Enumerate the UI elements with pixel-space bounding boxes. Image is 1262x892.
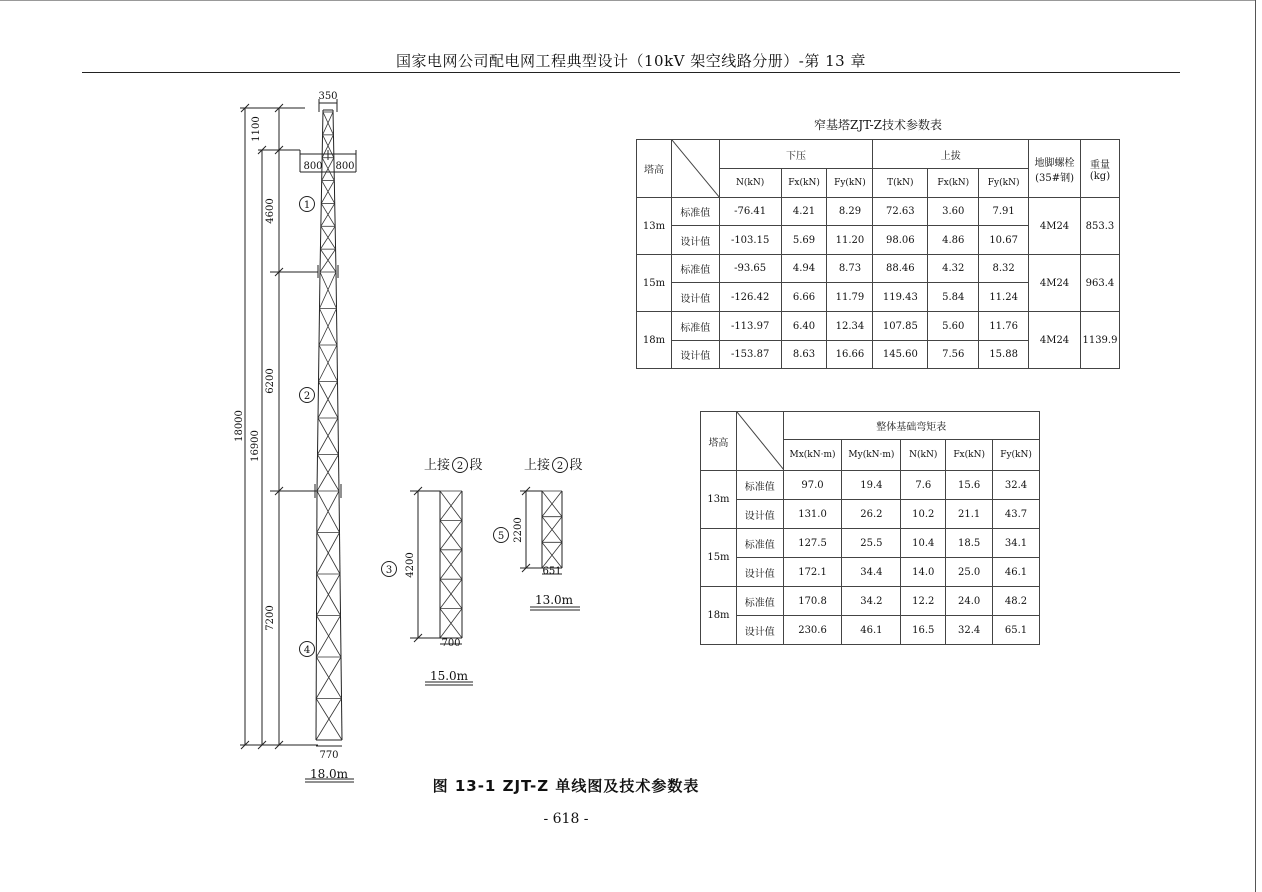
t1-cell: 5.60	[928, 312, 979, 341]
top-width-label: 350	[318, 91, 338, 102]
t2-cell: 16.5	[901, 616, 946, 645]
section2-brace-diagonal	[320, 272, 337, 309]
t2-cell: 10.2	[901, 500, 946, 529]
section2-brace-diagonal	[319, 345, 338, 382]
t2-cell: 18.5	[946, 529, 993, 558]
t2-cell: 32.4	[946, 616, 993, 645]
piece5-height: 2200	[513, 517, 524, 543]
section2-brace-diagonal	[318, 418, 339, 455]
t2-corner-cell	[736, 412, 783, 471]
t2-sub-header: Fx(kN)	[946, 440, 993, 471]
t1-header-weight	[1080, 140, 1119, 198]
t2-cell: 127.5	[783, 529, 842, 558]
seg-height-7200: 7200	[265, 605, 276, 631]
t1-cell: 8.32	[979, 255, 1029, 283]
seg-height-6200: 6200	[265, 368, 276, 394]
t2-row-label: 标准值	[736, 471, 783, 500]
t1-sub-header: Fx(kN)	[781, 169, 827, 198]
t2-cell: 172.1	[783, 558, 842, 587]
t1-cell: -126.42	[719, 283, 781, 312]
tower-lattice	[316, 112, 562, 740]
t1-sub-header: Fy(kN)	[979, 169, 1029, 198]
base-width-label: 770	[319, 750, 339, 761]
t2-cell: 24.0	[946, 587, 993, 616]
t1-bolt-cell: 4M24	[1029, 198, 1081, 255]
t1-sub-header: Fx(kN)	[928, 169, 979, 198]
t2-cell: 43.7	[993, 500, 1040, 529]
t1-cell: 7.91	[979, 198, 1029, 226]
t2-row-label: 设计值	[736, 616, 783, 645]
t1-cell: 3.60	[928, 198, 979, 226]
t1-row-label: 标准值	[671, 255, 719, 283]
t1-height-cell: 13m	[637, 198, 672, 255]
t1-header-tower: 塔高	[637, 140, 672, 198]
piece5-height-label: 13.0m	[534, 593, 574, 607]
piece3-title-prefix: 上接	[423, 458, 451, 473]
t1-cell: 5.69	[781, 226, 827, 255]
t2-cell: 34.1	[993, 529, 1040, 558]
table-row	[701, 529, 1040, 558]
piece3-height-label: 15.0m	[429, 669, 469, 683]
t1-bolt-line2: (35#钢)	[1035, 172, 1074, 184]
table1-caption: 窄基塔ZJT-Z技术参数表	[814, 118, 942, 132]
t2-cell: 25.5	[842, 529, 901, 558]
table-row	[701, 500, 1040, 529]
table-row	[701, 616, 1040, 645]
t1-header-up: 上拔	[873, 140, 1029, 169]
t1-cell: 16.66	[827, 341, 873, 369]
t1-cell: -93.65	[719, 255, 781, 283]
t2-cell: 10.4	[901, 529, 946, 558]
t1-cell: 6.66	[781, 283, 827, 312]
table-row	[637, 312, 1120, 341]
tower-height-label: 18.0m	[309, 767, 349, 781]
t1-weight-line1: 重量	[1089, 159, 1110, 171]
height-16900: 16900	[250, 430, 261, 462]
t2-cell: 25.0	[946, 558, 993, 587]
t2-cell: 97.0	[783, 471, 842, 500]
t2-sub-header: N(kN)	[901, 440, 946, 471]
t1-cell: 72.63	[873, 198, 928, 226]
page-header-title: 国家电网公司配电网工程典型设计（10kV 架空线路分册）-第 13 章	[396, 52, 866, 70]
t1-corner-diagonal	[672, 140, 720, 198]
t1-cell: -76.41	[719, 198, 781, 226]
t1-sub-header: T(kN)	[873, 169, 928, 198]
piece3-height: 4200	[405, 552, 416, 578]
section2-brace-diagonal	[317, 455, 339, 492]
t1-bolt-cell: 4M24	[1029, 312, 1081, 369]
t2-cell: 34.2	[842, 587, 901, 616]
piece3-section-label: 3	[385, 565, 393, 576]
t1-cell: 15.88	[979, 341, 1029, 369]
t1-cell: 88.46	[873, 255, 928, 283]
t2-cell: 46.1	[842, 616, 901, 645]
t1-cell: 4.32	[928, 255, 979, 283]
t1-cell: 10.67	[979, 226, 1029, 255]
piece5-base-width: 651	[542, 566, 562, 577]
section-label-1: 1	[303, 200, 311, 211]
table-row	[637, 255, 1120, 283]
t2-header-title: 整体基础弯矩表	[783, 412, 1039, 440]
table-row	[701, 471, 1040, 500]
piece3-base-width: 700	[441, 638, 461, 649]
piece5-title-prefix: 上接	[523, 458, 551, 473]
t2-corner-diagonal	[737, 412, 784, 470]
t1-weight-cell: 853.3	[1080, 198, 1119, 255]
t1-cell: 98.06	[873, 226, 928, 255]
t1-cell: 4.86	[928, 226, 979, 255]
t2-row-label: 标准值	[736, 529, 783, 558]
t1-cell: 12.34	[827, 312, 873, 341]
t1-weight-cell: 1139.9	[1080, 312, 1119, 369]
t2-sub-header: Fy(kN)	[993, 440, 1040, 471]
t2-cell: 131.0	[783, 500, 842, 529]
arm-right-label: 800	[335, 161, 355, 172]
t1-cell: 8.63	[781, 341, 827, 369]
t1-cell: 11.24	[979, 283, 1029, 312]
t1-sub-header: Fy(kN)	[827, 169, 873, 198]
t1-cell: 145.60	[873, 341, 928, 369]
section2-brace-diagonal	[318, 455, 340, 492]
t1-row-label: 设计值	[671, 226, 719, 255]
section-label-2: 2	[303, 391, 311, 402]
t1-cell: -153.87	[719, 341, 781, 369]
section2-brace-diagonal	[320, 309, 338, 346]
piece3-title-circle: 2	[456, 461, 464, 472]
t2-sub-header: Mx(kN·m)	[783, 440, 842, 471]
height-18000: 18000	[234, 410, 245, 442]
t1-cell: 4.94	[781, 255, 827, 283]
t2-cell: 26.2	[842, 500, 901, 529]
section2-brace-diagonal	[319, 345, 338, 382]
section2-brace-diagonal	[318, 382, 338, 419]
t2-height-cell: 15m	[701, 529, 737, 587]
t1-cell: 119.43	[873, 283, 928, 312]
t2-height-cell: 18m	[701, 587, 737, 645]
t2-row-label: 标准值	[736, 587, 783, 616]
t2-cell: 170.8	[783, 587, 842, 616]
piece5-section-label: 5	[497, 531, 505, 542]
t2-cell: 7.6	[901, 471, 946, 500]
t1-cell: 11.79	[827, 283, 873, 312]
table-row	[701, 558, 1040, 587]
t2-cell: 12.2	[901, 587, 946, 616]
t2-row-label: 设计值	[736, 558, 783, 587]
t1-header-down: 下压	[719, 140, 873, 169]
t1-weight-line2: (kg)	[1089, 170, 1111, 182]
t2-cell: 15.6	[946, 471, 993, 500]
section2-brace-diagonal	[319, 382, 339, 419]
section-label-4: 4	[303, 645, 311, 656]
t1-cell: -103.15	[719, 226, 781, 255]
seg-height-1100: 1100	[251, 116, 262, 142]
t1-corner-cell	[671, 140, 719, 198]
foundation-moment-table	[700, 411, 1040, 645]
t2-cell: 48.2	[993, 587, 1040, 616]
t1-cell: 6.40	[781, 312, 827, 341]
t1-row-label: 设计值	[671, 283, 719, 312]
figure-caption: 图 13-1 ZJT-Z 单线图及技术参数表	[432, 777, 700, 795]
piece5-title-suffix: 段	[569, 458, 583, 473]
t2-cell: 65.1	[993, 616, 1040, 645]
t2-cell: 46.1	[993, 558, 1040, 587]
t1-height-cell: 15m	[637, 255, 672, 312]
seg-height-4600: 4600	[265, 198, 276, 224]
t1-height-cell: 18m	[637, 312, 672, 369]
t1-cell: 11.76	[979, 312, 1029, 341]
section2-brace-diagonal	[319, 309, 337, 346]
t2-cell: 21.1	[946, 500, 993, 529]
t1-sub-header: N(kN)	[719, 169, 781, 198]
t1-header-bolt	[1029, 140, 1081, 198]
t1-cell: 4.21	[781, 198, 827, 226]
t1-cell: 107.85	[873, 312, 928, 341]
t1-row-label: 标准值	[671, 312, 719, 341]
t1-cell: 11.20	[827, 226, 873, 255]
tech-params-table	[636, 139, 1120, 369]
t1-cell: 5.84	[928, 283, 979, 312]
t2-cell: 34.4	[842, 558, 901, 587]
t1-cell: 8.73	[827, 255, 873, 283]
t2-sub-header: My(kN·m)	[842, 440, 901, 471]
t2-cell: 14.0	[901, 558, 946, 587]
t2-height-cell: 13m	[701, 471, 737, 529]
piece3-title-suffix: 段	[469, 458, 483, 473]
section2-brace-diagonal	[318, 418, 339, 455]
t1-row-label: 标准值	[671, 198, 719, 226]
table-row	[637, 198, 1120, 226]
t2-cell: 230.6	[783, 616, 842, 645]
t1-bolt-line1: 地脚螺栓	[1034, 157, 1075, 169]
t1-bolt-cell: 4M24	[1029, 255, 1081, 312]
t1-cell: -113.97	[719, 312, 781, 341]
piece5-title-circle: 2	[556, 461, 564, 472]
t2-header-tower: 塔高	[701, 412, 737, 471]
section2-brace-diagonal	[320, 272, 337, 309]
table-row	[701, 587, 1040, 616]
page-number: - 618 -	[543, 811, 589, 827]
t2-row-label: 设计值	[736, 500, 783, 529]
t2-cell: 19.4	[842, 471, 901, 500]
t1-cell: 7.56	[928, 341, 979, 369]
t1-cell: 8.29	[827, 198, 873, 226]
t1-weight-cell: 963.4	[1080, 255, 1119, 312]
arm-left-label: 800	[303, 161, 323, 172]
t2-cell: 32.4	[993, 471, 1040, 500]
t1-row-label: 设计值	[671, 341, 719, 369]
